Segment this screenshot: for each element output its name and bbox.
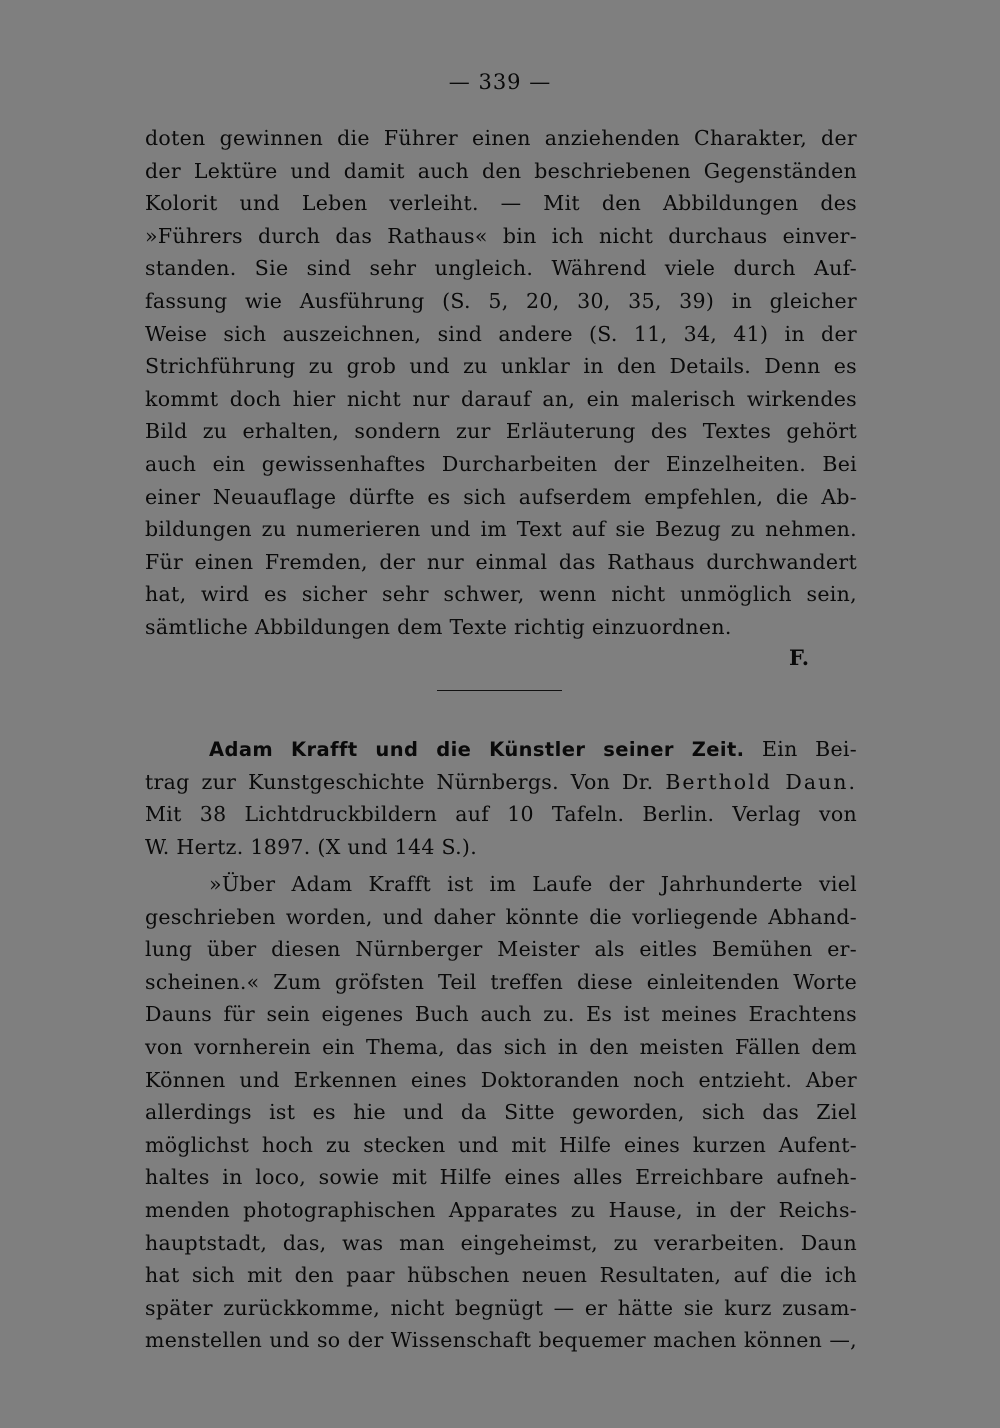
text-line: »Führers durch das Rathaus« bin ich nicht durchaus einver- — [145, 223, 857, 248]
book-title: Adam Krafft und die Künstler seiner Zeit. — [209, 738, 745, 761]
text-line: scheinen.« Zum gröfsten Teil treffen diese einleitenden Worte — [145, 969, 857, 994]
section-divider — [437, 690, 562, 691]
heading-line — [145, 733, 857, 766]
text-line: haltes in loco, sowie mit Hilfe eines alles Erreichbare aufneh- — [145, 1165, 857, 1190]
text-line: menstellen und so der Wissenschaft bequemer machen können —, — [145, 1328, 857, 1353]
text-line: hat sich mit den paar hübschen neuen Resultaten, auf die ich — [145, 1263, 857, 1288]
text-line: einer Neuauflage dürfte es sich aufserdem empfehlen, die Ab- — [145, 484, 857, 509]
heading-text: trag zur Kunstgeschichte Nürnbergs. Von Dr. — [145, 769, 654, 794]
text-line: Für einen Fremden, der nur einmal das Rathaus durchwandert — [145, 549, 857, 574]
text-line: kommt doch hier nicht nur darauf an, ein malerisch wirkendes — [145, 386, 857, 411]
reviewer-signature: F. — [789, 645, 810, 670]
heading-text: Ein Bei- — [762, 737, 857, 761]
text-line: lung über diesen Nürnberger Meister als eitles Bemühen er- — [145, 937, 857, 962]
page-number: — 339 — — [448, 70, 552, 94]
review-body-paragraph — [145, 868, 857, 1357]
text-line: auch ein gewissenhaftes Durcharbeiten der Einzelheiten. Bei — [145, 451, 857, 476]
text-line: bildungen zu numerieren und im Text auf sie Bezug zu nehmen. — [145, 517, 857, 542]
heading-line — [145, 766, 857, 799]
text-line: geschrieben worden, und daher könnte die vorliegende Abhand- — [145, 904, 857, 929]
text-line: hat, wird es sicher sehr schwer, wenn nicht unmöglich sein, — [145, 582, 857, 607]
text-line: Strichführung zu grob und zu unklar in den Details. Denn es — [145, 354, 857, 379]
text-line: fassung wie Ausführung (S. 5, 20, 30, 35, 39) in gleicher — [145, 288, 857, 313]
text-line: doten gewinnen die Führer einen anziehenden Charakter, der — [145, 126, 857, 150]
text-line: »Über Adam Krafft ist im Laufe der Jahrhunderte viel — [209, 872, 857, 896]
text-line: standen. Sie sind sehr ungleich. Während viele durch Auf- — [145, 256, 857, 281]
text-line: Bild zu erhalten, sondern zur Erläuterung des Textes gehört — [145, 419, 857, 444]
text-line: von vornherein ein Thema, das sich in den meisten Fällen dem — [145, 1034, 857, 1059]
text-line: Dauns für sein eigenes Buch auch zu. Es ist meines Erachtens — [145, 1002, 857, 1027]
author-name: Berthold Daun. — [665, 769, 857, 794]
text-line: menden photographischen Apparates zu Hause, in der Reichs- — [145, 1197, 857, 1222]
text-line: Können und Erkennen eines Doktoranden noch entzieht. Aber — [145, 1067, 857, 1092]
text-line: allerdings ist es hie und da Sitte geworden, sich das Ziel — [145, 1100, 857, 1125]
text-line: sämtliche Abbildungen dem Texte richtig einzuordnen. — [145, 614, 732, 639]
text-line: Kolorit und Leben verleiht. — Mit den Abbildungen des — [145, 191, 857, 216]
heading-line: W. Hertz. 1897. (X und 144 S.). — [145, 834, 478, 859]
review-continuation-paragraph — [145, 122, 857, 644]
heading-line: Mit 38 Lichtdruckbildern auf 10 Tafeln. Berlin. Verlag von — [145, 802, 857, 827]
text-line: der Lektüre und damit auch den beschriebenen Gegenständen — [145, 158, 857, 183]
text-line: später zurückkomme, nicht begnügt — er hätte sie kurz zusam- — [145, 1295, 857, 1320]
review-heading — [145, 733, 857, 863]
text-line: hauptstadt, das, was man eingeheimst, zu verarbeiten. Daun — [145, 1230, 857, 1255]
text-line: möglichst hoch zu stecken und mit Hilfe eines kurzen Aufent- — [145, 1132, 857, 1157]
text-line: Weise sich auszeichnen, sind andere (S. 11, 34, 41) in der — [145, 321, 857, 346]
